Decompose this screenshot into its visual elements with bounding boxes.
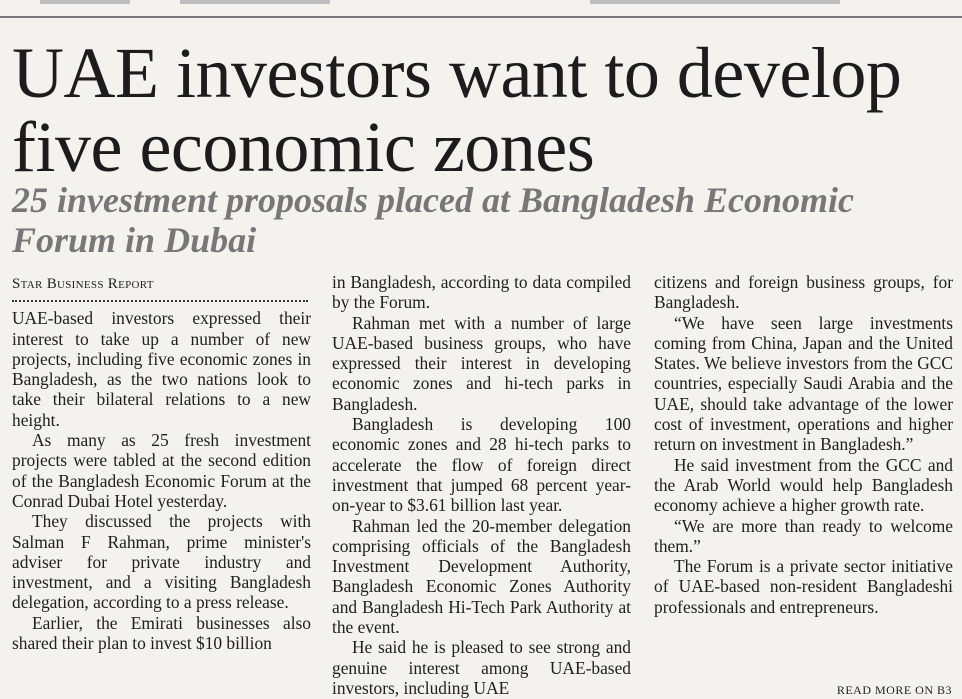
paragraph: citizens and foreign business groups, for Bangladesh.	[654, 272, 953, 313]
article-headline: UAE investors want to develop five economic zones	[12, 33, 902, 187]
dotted-divider	[12, 300, 308, 302]
paragraph: Rahman led the 20-member delegation comprising officials of the Bangladesh Investment Development Authority, Bangladesh Economic Zones Authority and Bangladesh Hi-Tech Park Authority at the event.	[332, 515, 631, 638]
article-column-1	[12, 272, 311, 653]
paragraph: Earlier, the Emirati businesses also shared their plan to invest $10 billion	[12, 612, 311, 654]
cropped-text-fragment	[180, 0, 330, 4]
article-subheadline: 25 investment proposals placed at Bangladesh Economic Forum in Dubai	[12, 180, 855, 260]
paragraph: in Bangladesh, according to data compiled by the Forum.	[332, 272, 631, 313]
cropped-text-fragment	[40, 0, 130, 4]
paragraph: The Forum is a private sector initiative of UAE-based non-resident Bangladeshi professionals and entrepreneurs.	[654, 556, 953, 617]
paragraph: They discussed the projects with Salman F Rahman, prime minister's adviser for private industry and investment, and a visiting Bangladesh delegation, according to a press release.	[12, 511, 311, 613]
paragraph: He said he is pleased to see strong and genuine interest among UAE-based investors, including UAE	[332, 637, 631, 698]
cropped-text-fragment	[590, 0, 840, 4]
paragraph: “We are more than ready to welcome them.”	[654, 515, 953, 556]
paragraph: UAE-based investors expressed their interest to take up a number of new projects, including five economic zones in Bangladesh, as the two nations look to take their bilateral relations to a new height.	[12, 308, 311, 430]
read-more-link[interactable]: READ MORE ON B3	[836, 683, 952, 697]
paragraph: “We have seen large investments coming from China, Japan and the United States. We believe investors from the GCC countries, especially Saudi Arabia and the UAE, should take advantage of the lower cost of investment, operations and higher return on investment in Bangladesh.”	[654, 312, 953, 455]
top-rule	[0, 0, 962, 18]
paragraph: As many as 25 fresh investment projects were tabled at the second edition of the Bangladesh Economic Forum at the Conrad Dubai Hotel yesterday.	[12, 430, 311, 511]
paragraph: Rahman met with a number of large UAE-based business groups, who have expressed their interest in developing economic zones and hi-tech parks in Bangladesh.	[332, 312, 631, 414]
article-column-2	[332, 272, 631, 698]
paragraph: He said investment from the GCC and the Arab World would help Bangladesh economy achieve a higher growth rate.	[654, 454, 953, 516]
article-column-3	[654, 272, 953, 617]
byline: Star Business Report	[12, 276, 154, 292]
paragraph: Bangladesh is developing 100 economic zones and 28 hi-tech parks to accelerate the flow of foreign direct investment that jumped 68 percent year-on-year to $3.61 billion last year.	[332, 414, 631, 516]
